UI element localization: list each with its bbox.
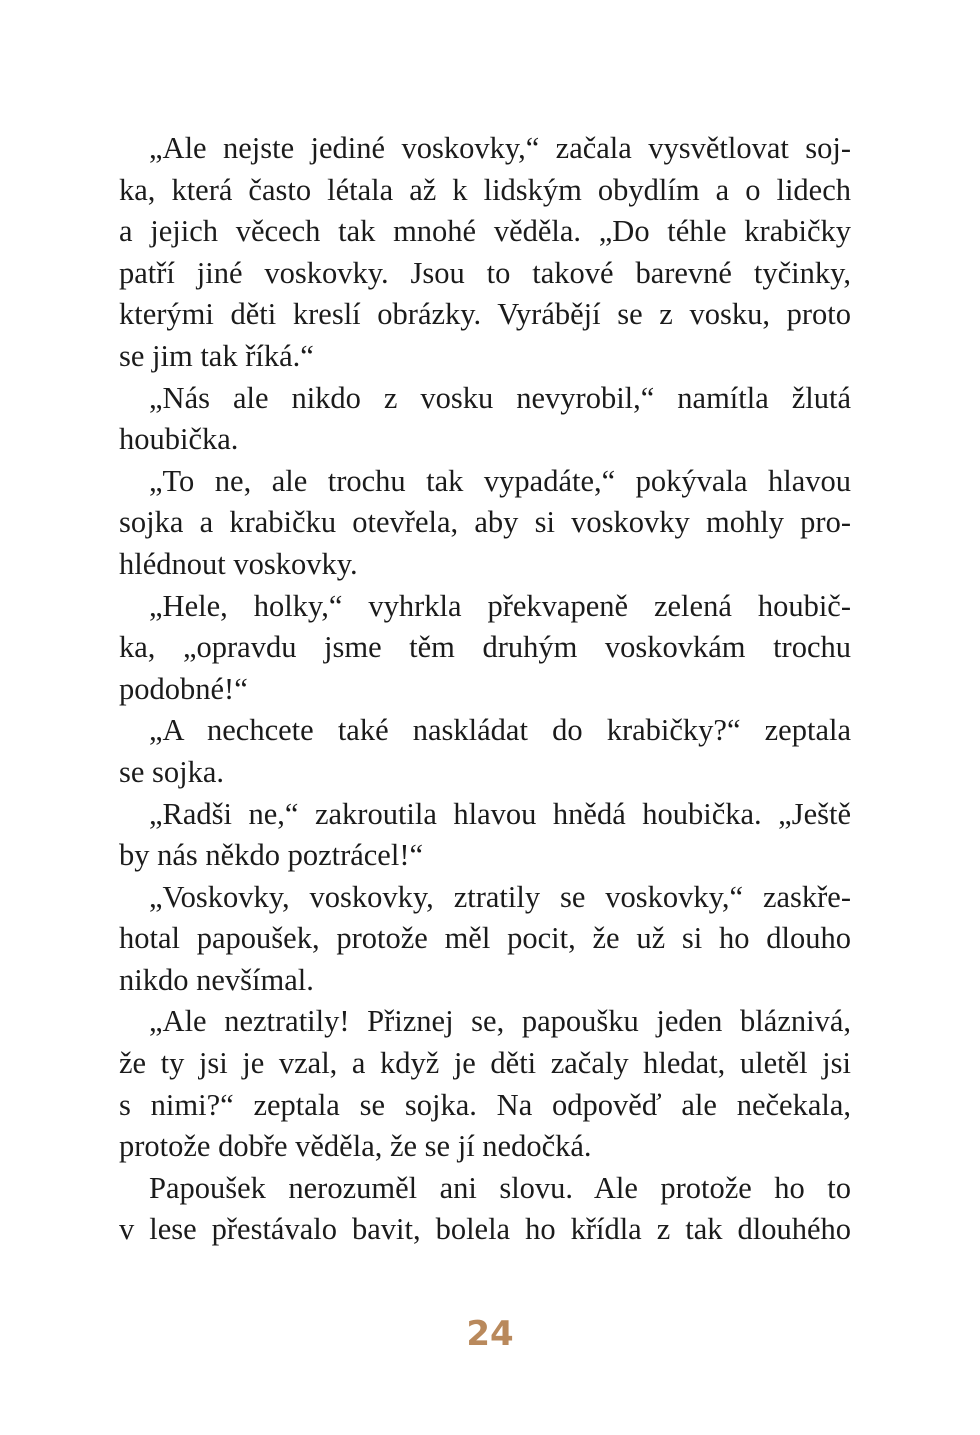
paragraph-5-line-1: „A nechcete také naskládat do krabičky?“ zeptala	[149, 713, 851, 748]
paragraph-1-line-6: se jim tak říká.“	[119, 338, 314, 373]
paragraph-2-line-1: „Nás ale nikdo z vosku nevyrobil,“ namítla žlutá	[149, 380, 851, 415]
paragraph-8-line-3: s nimi?“ zeptala se sojka. Na odpověď ale nečekala,	[119, 1087, 851, 1122]
paragraph-3-line-1: „To ne, ale trochu tak vypadáte,“ pokývala hlavou	[149, 463, 851, 498]
paragraph-6-line-1: „Radši ne,“ zakroutila hlavou hnědá houbička. „Ještě	[149, 796, 851, 831]
paragraph-4-line-2: ka, „opravdu jsme těm druhým voskovkám trochu	[119, 630, 851, 665]
paragraph-7-line-2: hotal papoušek, protože měl pocit, že už si ho dlouho	[119, 921, 851, 956]
paragraph-9-line-1: Papoušek nerozuměl ani slovu. Ale protože ho to	[149, 1170, 851, 1205]
paragraph-8-line-4: protože dobře věděla, že se jí nedočká.	[119, 1129, 592, 1164]
paragraph-4-line-1: „Hele, holky,“ vyhrkla překvapeně zelená houbič-	[149, 588, 851, 623]
paragraph-8-line-1: „Ale neztratily! Přiznej se, papoušku jeden bláznivá,	[149, 1004, 851, 1039]
paragraph-2-line-2: houbička.	[119, 422, 239, 457]
body-text	[119, 128, 851, 1251]
paragraph-8-line-2: že ty jsi je vzal, a když je děti začaly hledat, uletěl jsi	[119, 1046, 851, 1081]
paragraph-1-line-5: kterými děti kreslí obrázky. Vyrábějí se z vosku, proto	[119, 297, 851, 332]
paragraph-3-line-2: sojka a krabičku otevřela, aby si voskovky mohly pro-	[119, 505, 851, 540]
paragraph-1-line-1: „Ale nejste jediné voskovky,“ začala vysvětlovat soj-	[149, 131, 851, 165]
paragraph-1-line-4: patří jiné voskovky. Jsou to takové barevné tyčinky,	[119, 255, 851, 290]
paragraph-9-line-2: v lese přestávalo bavit, bolela ho křídla z tak dlouhého	[119, 1212, 851, 1247]
paragraph-7-line-1: „Voskovky, voskovky, ztratily se voskovky,“ zaskře-	[149, 879, 851, 914]
paragraph-3-line-3: hlédnout voskovky.	[119, 546, 358, 581]
paragraph-1-line-3: a jejich věcech tak mnohé věděla. „Do téhle krabičky	[119, 214, 851, 249]
page-number: 24	[466, 1314, 514, 1354]
paragraph-5-line-2: se sojka.	[119, 754, 225, 789]
paragraph-6-line-2: by nás někdo poztrácel!“	[119, 838, 424, 873]
paragraph-1-line-2: ka, která často létala až k lidským obydlím a o lidech	[119, 172, 851, 207]
paragraph-4-line-3: podobné!“	[119, 671, 248, 706]
paragraph-7-line-3: nikdo nevšímal.	[119, 962, 314, 997]
